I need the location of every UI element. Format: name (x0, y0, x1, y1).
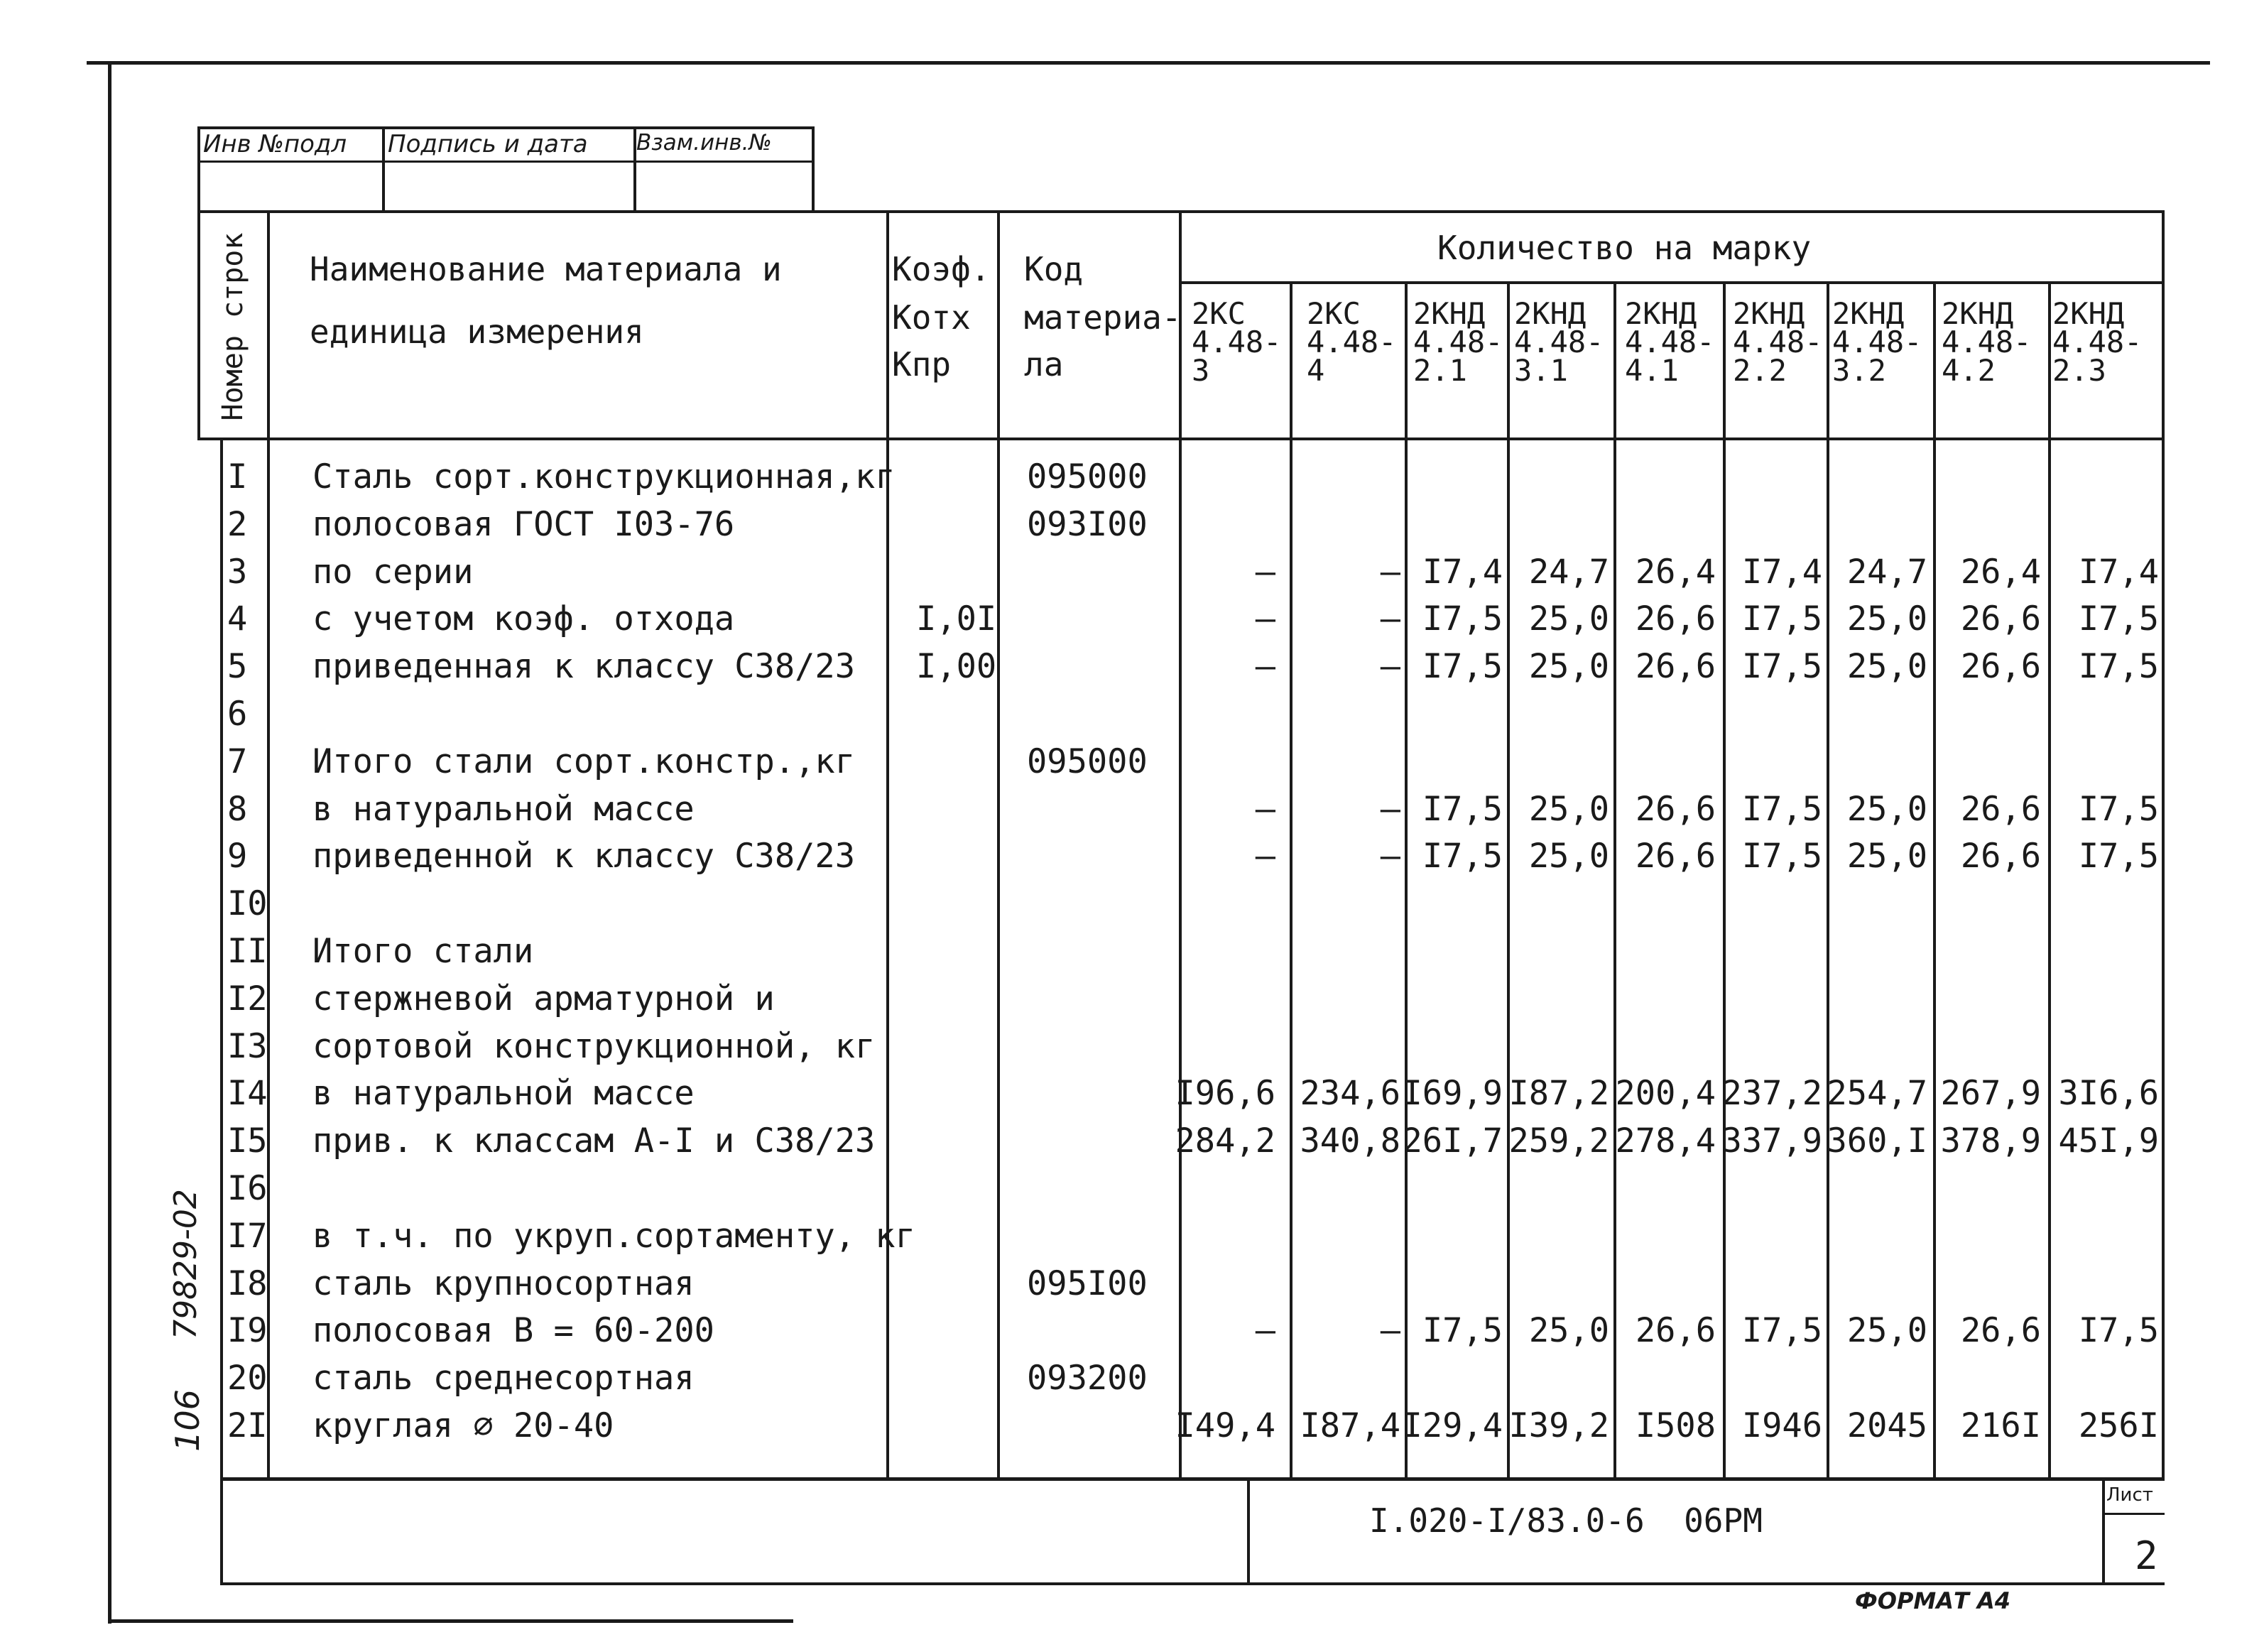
row-number: I6 (227, 1169, 268, 1208)
row-name: сталь среднесортная (312, 1359, 695, 1398)
row-value: – (1255, 790, 1275, 829)
row-number: 9 (227, 837, 248, 876)
mark-header: 2КС 4.48- 4 (1307, 296, 1397, 388)
row-value: 340,8 (1300, 1121, 1400, 1161)
row-value: I7,5 (1741, 647, 1822, 686)
row-value: I7,5 (2078, 599, 2159, 638)
row-number: I7 (227, 1217, 268, 1256)
mark-header: 2КНД 4.48- 2.2 (1733, 296, 1823, 388)
row-value: 237,2 (1721, 1074, 1822, 1113)
row-value: 259,2 (1508, 1121, 1609, 1161)
row-value: I7,5 (1741, 790, 1822, 829)
row-number: I2 (227, 979, 268, 1018)
header-row-no: Номер строк (217, 232, 249, 421)
stamp-sign-label: Подпись и дата (388, 130, 588, 158)
col-m8 (2048, 281, 2051, 1479)
col-left-body (220, 438, 223, 1585)
row-value: I7,5 (2078, 1311, 2159, 1350)
row-value: I946 (1741, 1406, 1822, 1445)
row-value: 25,0 (1528, 1311, 1609, 1350)
row-value: 26,4 (1635, 553, 1716, 592)
col-m7 (1933, 281, 1936, 1479)
row-value: 25,0 (1528, 599, 1609, 638)
row-value: I7,5 (1741, 599, 1822, 638)
row-code: 095000 (1027, 742, 1148, 781)
row-value: 25,0 (1528, 837, 1609, 876)
row-value: 200,4 (1615, 1074, 1716, 1113)
row-name: стержневой арматурной и (312, 979, 775, 1018)
col-m1 (1290, 281, 1292, 1479)
row-value: 216I (1960, 1406, 2041, 1445)
col-m6 (1827, 281, 1829, 1479)
row-value: 26,6 (1960, 599, 2041, 638)
col-left (197, 210, 200, 438)
sheet-label: Лист (2106, 1484, 2153, 1506)
row-value: I7,5 (2078, 837, 2159, 876)
row-number: 8 (227, 790, 248, 829)
row-name: приведенной к классу С38/23 (312, 837, 856, 876)
row-name: сталь крупносортная (312, 1264, 695, 1303)
stamp-div1 (382, 126, 385, 212)
row-value: 256I (2078, 1406, 2159, 1445)
row-code: 095000 (1027, 457, 1148, 496)
mark-header: 2КНД 4.48- 4.2 (1942, 296, 2032, 388)
row-value: I49,4 (1175, 1406, 1275, 1445)
sheet-box-left (2102, 1477, 2105, 1585)
row-value: – (1380, 1311, 1400, 1350)
row-number: 2 (227, 505, 248, 544)
row-name: круглая ∅ 20-40 (312, 1406, 614, 1445)
row-value: I7,5 (1741, 837, 1822, 876)
stamp-mid (197, 161, 814, 163)
row-value: 25,0 (1528, 647, 1609, 686)
row-name: полосовая ГОСТ I03-76 (312, 505, 735, 544)
row-name: с учетом коэф. отхода (312, 599, 735, 638)
row-name: Итого стали (312, 932, 534, 971)
header-code-line2: материа- (1024, 298, 1182, 337)
col-no (267, 210, 270, 1479)
row-value: I96,6 (1175, 1074, 1275, 1113)
row-value: 378,9 (1940, 1121, 2041, 1161)
title-block-divider (1247, 1477, 1250, 1585)
row-value: – (1380, 647, 1400, 686)
stamp-left (197, 126, 200, 212)
row-value: I7,5 (1422, 647, 1503, 686)
row-value: I7,5 (1741, 1311, 1822, 1350)
row-value: 234,6 (1300, 1074, 1400, 1113)
row-number: I3 (227, 1027, 268, 1066)
header-name-line1: Наименование материала и (310, 250, 782, 288)
row-value: 24,7 (1528, 553, 1609, 592)
mark-header: 2КС 4.48- 3 (1192, 296, 1282, 388)
table-bottom (220, 1477, 2165, 1481)
mark-header: 2КНД 4.48- 3.2 (1832, 296, 1922, 388)
row-number: I (227, 457, 248, 496)
header-code-line3: ла (1024, 345, 1064, 384)
header-coef-line2: Котх (892, 298, 971, 337)
row-name: полосовая В = 60-200 (312, 1311, 714, 1350)
row-value: 26,6 (1960, 837, 2041, 876)
row-value: I7,4 (2078, 553, 2159, 592)
row-name: по серии (312, 553, 474, 592)
row-code: 095I00 (1027, 1264, 1148, 1303)
row-value: 25,0 (1846, 599, 1927, 638)
row-value: I7,5 (2078, 790, 2159, 829)
mark-header: 2КНД 4.48- 2.3 (2052, 296, 2143, 388)
stamp-inv-label: Инв №подл (203, 130, 347, 158)
row-value: – (1255, 647, 1275, 686)
row-value: 26,4 (1960, 553, 2041, 592)
row-number: 7 (227, 742, 248, 781)
frame-bottom-line (108, 1619, 793, 1623)
frame-left-line (108, 61, 111, 1624)
row-name: приведенная к классу С38/23 (312, 647, 856, 686)
row-value: 26,6 (1635, 790, 1716, 829)
sheet-box-mid (2102, 1513, 2165, 1515)
row-value: I39,2 (1508, 1406, 1609, 1445)
col-m4 (1613, 281, 1616, 1479)
col-m5 (1723, 281, 1726, 1479)
frame-top-line (87, 61, 2210, 65)
row-number: I5 (227, 1121, 268, 1161)
header-qty-title: Количество на марку (1437, 229, 1812, 267)
row-value: – (1255, 599, 1275, 638)
row-value: 24,7 (1846, 553, 1927, 592)
row-value: 284,2 (1175, 1121, 1275, 1161)
row-value: – (1380, 837, 1400, 876)
row-value: 254,7 (1827, 1074, 1927, 1113)
col-m3 (1507, 281, 1510, 1479)
row-number: 6 (227, 695, 248, 734)
row-value: – (1380, 790, 1400, 829)
row-value: 2045 (1846, 1406, 1927, 1445)
row-name: сортовой конструкционной, кг (312, 1027, 876, 1066)
marks-line (1179, 281, 2165, 284)
sheet-number: 2 (2135, 1533, 2158, 1578)
row-value: 267,9 (1940, 1074, 2041, 1113)
row-name: Итого стали сорт.констр.,кг (312, 742, 856, 781)
stamp-right (812, 126, 815, 212)
row-value: 3I6,6 (2058, 1074, 2159, 1113)
row-value: I69,9 (1402, 1074, 1503, 1113)
row-value: I7,5 (1422, 837, 1503, 876)
row-value: 26,6 (1635, 1311, 1716, 1350)
mark-header: 2КНД 4.48- 3.1 (1514, 296, 1604, 388)
row-value: I7,4 (1741, 553, 1822, 592)
archive-number: 79829-02 (168, 1189, 204, 1339)
row-value: – (1380, 599, 1400, 638)
row-number: I4 (227, 1074, 268, 1113)
row-value: 26,6 (1635, 837, 1716, 876)
row-name: прив. к классам А-I и С38/23 (312, 1121, 876, 1161)
row-value: I29,4 (1402, 1406, 1503, 1445)
row-code: 093200 (1027, 1359, 1148, 1398)
row-value: 45I,9 (2058, 1121, 2159, 1161)
row-value: 26I,7 (1402, 1121, 1503, 1161)
header-name-line2: единица измерения (310, 313, 644, 351)
row-value: 26,6 (1960, 1311, 2041, 1350)
row-number: 20 (227, 1359, 268, 1398)
col-right (2162, 210, 2165, 1479)
row-value: I7,5 (1422, 1311, 1503, 1350)
row-value: 278,4 (1615, 1121, 1716, 1161)
doc-code: I.020-I/83.0-6 06РМ (1369, 1501, 1763, 1540)
row-name: в т.ч. по укруп.сортаменту, кг (312, 1217, 915, 1256)
row-number: II (227, 932, 268, 971)
row-value: – (1380, 553, 1400, 592)
col-m2 (1405, 281, 1408, 1479)
row-coef: I,0I (916, 599, 997, 638)
stamp-zam-label: Взам.инв.№ (636, 130, 772, 156)
header-coef-line1: Коэф. (892, 250, 991, 288)
sheet-bottom (220, 1582, 2165, 1585)
row-value: 25,0 (1846, 647, 1927, 686)
row-coef: I,00 (916, 647, 997, 686)
row-value: I7,5 (1422, 599, 1503, 638)
col-name (886, 210, 889, 1479)
row-value: 25,0 (1846, 837, 1927, 876)
row-value: I508 (1635, 1406, 1716, 1445)
row-number: 2I (227, 1406, 268, 1445)
row-value: 25,0 (1846, 1311, 1927, 1350)
row-value: 26,6 (1635, 647, 1716, 686)
row-number: I0 (227, 884, 268, 923)
mark-header: 2КНД 4.48- 2.1 (1413, 296, 1503, 388)
row-value: I87,4 (1300, 1406, 1400, 1445)
row-number: 4 (227, 599, 248, 638)
format-label: ФОРМАТ А4 (1855, 1587, 2010, 1614)
row-name: Сталь сорт.конструкционная,кг (312, 457, 896, 496)
row-number: 3 (227, 553, 248, 592)
row-value: 360,I (1827, 1121, 1927, 1161)
row-value: – (1255, 1311, 1275, 1350)
row-name: в натуральной массе (312, 1074, 695, 1113)
stamp-top (197, 126, 814, 129)
row-value: I7,5 (1422, 790, 1503, 829)
row-value: 337,9 (1721, 1121, 1822, 1161)
row-value: I7,5 (2078, 647, 2159, 686)
row-value: 25,0 (1528, 790, 1609, 829)
row-value: I7,4 (1422, 553, 1503, 592)
row-value: 26,6 (1960, 790, 2041, 829)
row-value: – (1255, 837, 1275, 876)
row-value: – (1255, 553, 1275, 592)
mark-header: 2КНД 4.48- 4.1 (1625, 296, 1715, 388)
header-code-line1: Код (1024, 250, 1084, 288)
row-value: 26,6 (1960, 647, 2041, 686)
row-value: I87,2 (1508, 1074, 1609, 1113)
row-value: 25,0 (1846, 790, 1927, 829)
page-number: 106 (168, 1389, 207, 1452)
header-coef-line3: Кпр (892, 345, 952, 384)
row-number: I8 (227, 1264, 268, 1303)
col-coef (997, 210, 1000, 1479)
row-number: 5 (227, 647, 248, 686)
row-name: в натуральной массе (312, 790, 695, 829)
row-value: 26,6 (1635, 599, 1716, 638)
row-code: 093I00 (1027, 505, 1148, 544)
row-number: I9 (227, 1311, 268, 1350)
